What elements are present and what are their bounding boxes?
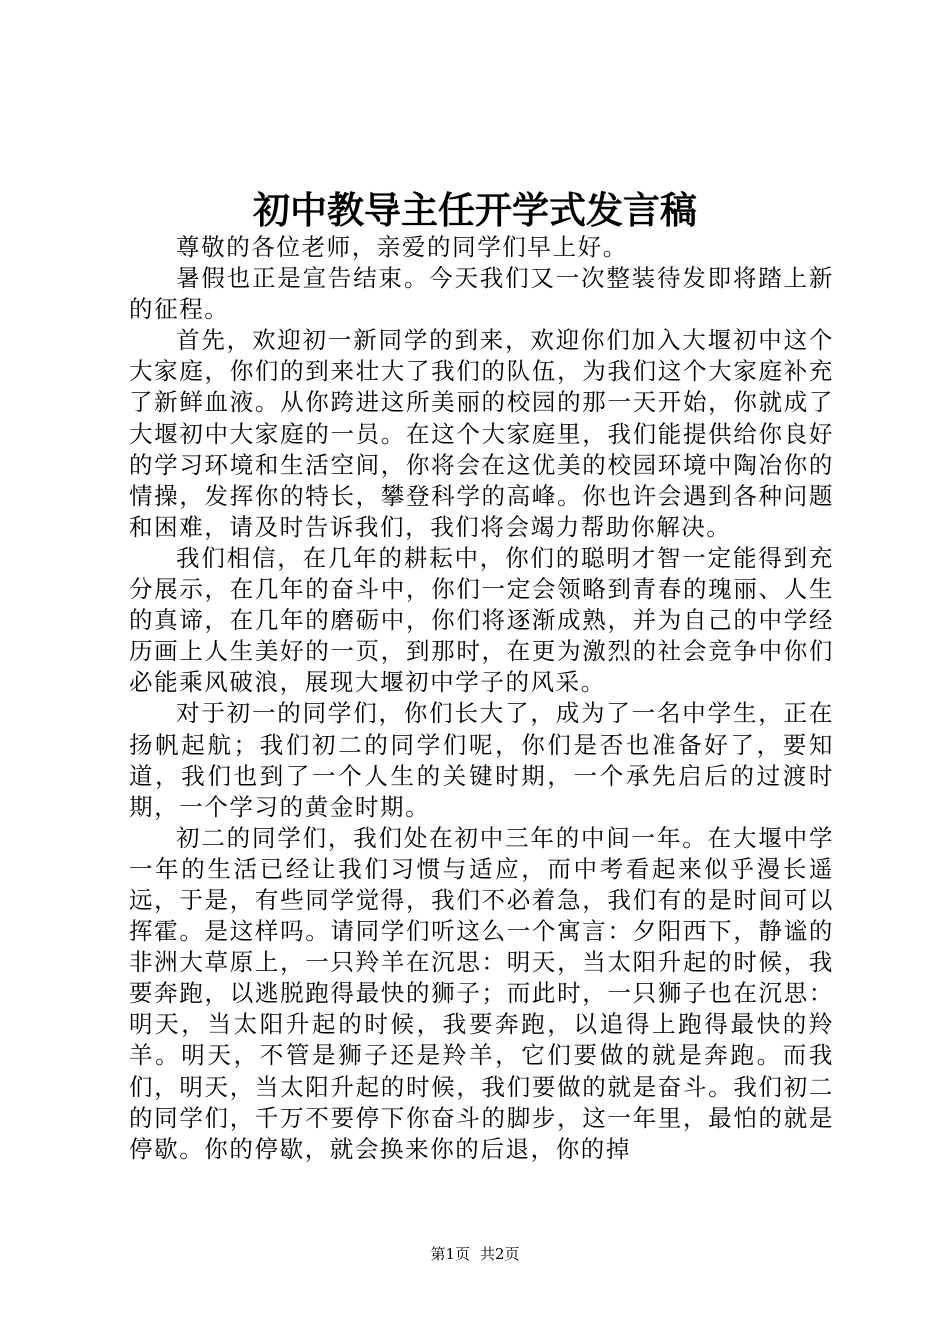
paragraph-fable: 初二的同学们，我们处在初中三年的中间一年。在大堰中学一年的生活已经让我们习惯与适应，而中考看起来似乎漫长遥远，于是，有些同学觉得，我们不必着急，我们有的是时间可以挥霍。是这样吗。请同学们听这么一个寓言：夕阳西下，静谧的非洲大草原上，一只羚羊在沉思：明天，当太阳升起的时候，我要奔跑，以逃脱跑得最快的狮子；而此时，一只狮子也在沉思：明天，当太阳升起的时候，我要奔跑，以追得上跑得最快的羚羊。明天，不管是狮子还是羚羊，它们要做的就是奔跑。而我们，明天，当太阳升起的时候，我们要做的就是奋斗。我们初二的同学们，千万不要停下你奋斗的脚步，这一年里，最怕的就是停歇。你的停歇，就会换来你的后退，你的掉 (129, 823, 834, 1163)
paragraph-welcome: 首先，欢迎初一新同学的到来，欢迎你们加入大堰初中这个大家庭，你们的到来壮大了我们的队伍，为我们这个大家庭补充了新鲜血液。从你跨进这所美丽的校园的那一天开始，你就成了大堰初中大家庭的一员。在这个大家庭里，我们能提供给你良好的学习环境和生活空间，你将会在这优美的校园环境中陶冶你的情操，发挥你的特长，攀登科学的高峰。你也许会遇到各种问题和困难，请及时告诉我们，我们将会竭力帮助你解决。 (129, 326, 834, 541)
page-number: 第1页 (430, 1245, 470, 1263)
paragraph-grade-one-two: 对于初一的同学们，你们长大了，成为了一名中学生，正在扬帆起航；我们初二的同学们呢，你们是否也准备好了，要知道，我们也到了一个人生的关键时期，一个承先启后的过渡时期，一个学习的黄金时期。 (129, 699, 834, 821)
paragraph-belief: 我们相信，在几年的耕耘中，你们的聪明才智一定能得到充分展示，在几年的奋斗中，你们一定会领略到青春的瑰丽、人生的真谛，在几年的磨砺中，你们将逐渐成熟，并为自己的中学经历画上人生美好的一页，到那时，在更为激烈的社会竞争中你们必能乘风破浪，展现大堰初中学子的风采。 (129, 543, 834, 697)
page-footer (0, 1244, 950, 1264)
document-title: 初中教导主任开学式发言稿 (253, 188, 697, 232)
document-body (129, 232, 834, 1165)
paragraph-summer-end: 暑假也正是宣告结束。今天我们又一次整装待发即将踏上新的征程。 (129, 264, 834, 324)
paragraph-greeting: 尊敬的各位老师，亲爱的同学们早上好。 (176, 233, 628, 261)
page-total: 共2页 (480, 1245, 520, 1263)
